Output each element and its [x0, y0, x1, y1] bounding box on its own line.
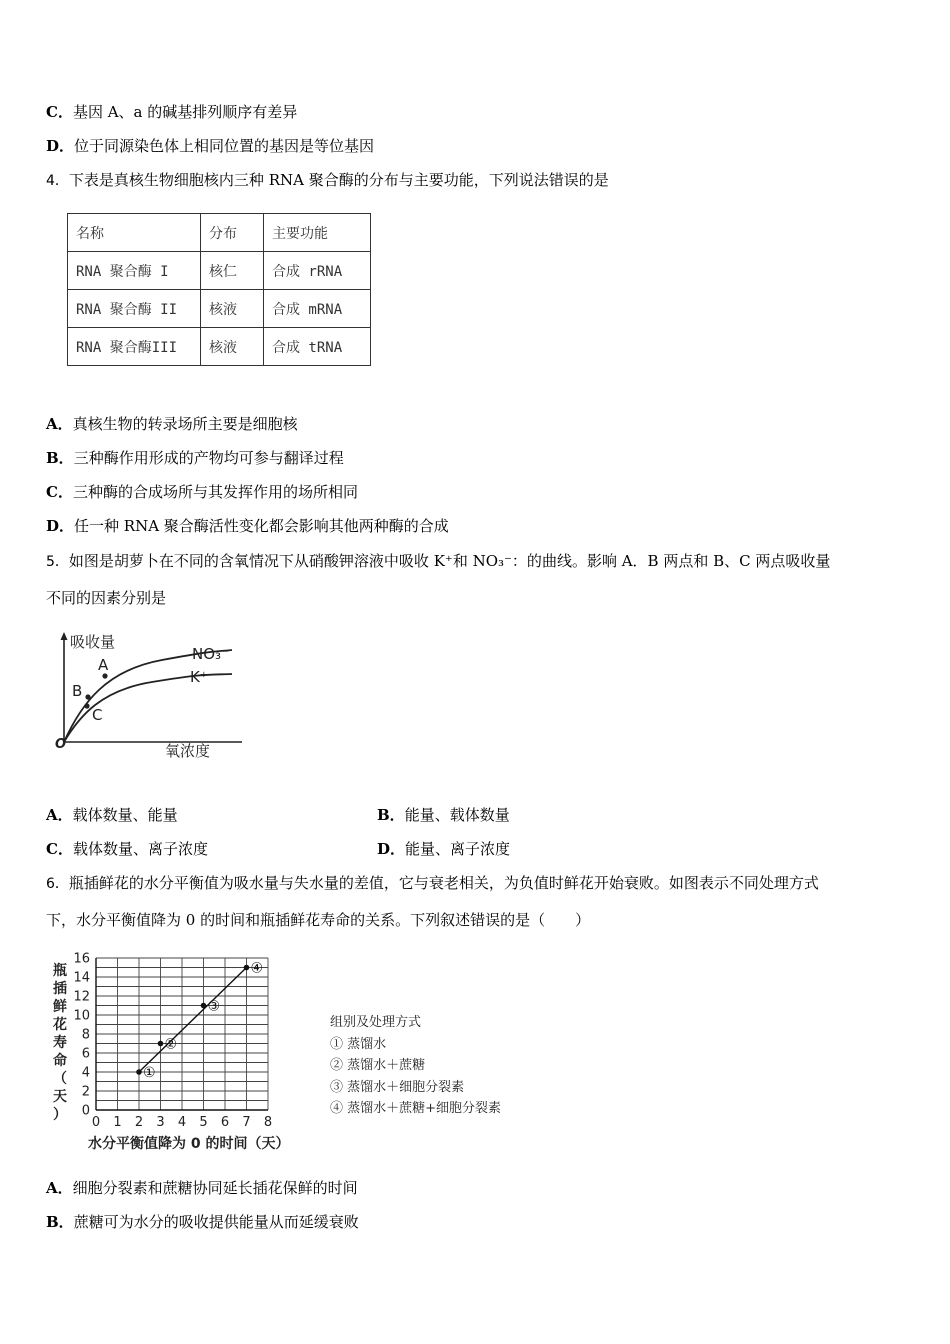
option-text: 任一种 RNA 聚合酶活性变化都会影响其他两种酶的合成	[74, 517, 449, 535]
y-axis-label-char: 命	[53, 1053, 67, 1069]
chart-trendline	[139, 968, 247, 1073]
origin-label: O	[55, 737, 67, 752]
trend-line	[139, 968, 247, 1073]
option-label: C．	[46, 840, 73, 858]
curve-k-label: K⁺	[190, 668, 208, 686]
q6-option-b	[46, 1212, 359, 1232]
option-text: 三种酶的合成场所与其发挥作用的场所相同	[72, 483, 358, 501]
y-axis-label-char: 鲜	[53, 999, 67, 1015]
q6-legend	[330, 1012, 501, 1120]
q3-option-d	[46, 136, 374, 156]
table-cell: 核仁	[201, 252, 264, 290]
y-tick-label: 14	[73, 970, 90, 986]
q5-number: 5．	[46, 554, 69, 570]
legend-item: ③ 蒸馏水＋细胞分裂素	[330, 1079, 465, 1095]
chart-grid	[96, 958, 268, 1110]
option-text: 能量、离子浓度	[405, 840, 511, 858]
table-cell: RNA 聚合酶III	[68, 328, 201, 366]
y-axis-label	[52, 962, 67, 1123]
point-a	[102, 673, 107, 678]
table-cell: RNA 聚合酶 I	[68, 252, 201, 290]
q6-stem-line1	[46, 873, 819, 894]
table-row	[68, 328, 371, 366]
x-tick-label: 3	[156, 1115, 165, 1130]
curve-no3-label: NO₃⁻	[192, 645, 229, 663]
q5-option-d	[377, 839, 510, 859]
option-text: 三种酶作用形成的产物均可参与翻译过程	[73, 449, 344, 467]
q3-option-c	[46, 102, 297, 122]
table-cell: 核液	[201, 328, 264, 366]
y-tick-label: 12	[73, 989, 90, 1005]
y-tick-label: 6	[81, 1046, 90, 1062]
option-text: 蔗糖可为水分的吸收提供能量从而延缓衰败	[73, 1213, 359, 1231]
x-axis-label: 水分平衡值降为 0 的时间（天）	[88, 1136, 290, 1152]
y-tick-label: 16	[73, 951, 90, 967]
table-cell: RNA 聚合酶 II	[68, 290, 201, 328]
x-tick-label: 4	[177, 1115, 187, 1130]
q4-table	[67, 213, 371, 366]
table-row	[68, 290, 371, 328]
q6-option-a	[46, 1178, 358, 1198]
q5-stem-line2	[46, 588, 166, 608]
y-tick-label: 2	[81, 1084, 90, 1100]
q4-option-b	[46, 448, 344, 468]
option-label: A．	[46, 806, 73, 824]
option-text: 细胞分裂素和蔗糖协同延长插花保鲜的时间	[72, 1179, 358, 1197]
point-b	[85, 694, 90, 699]
table-header-cell: 主要功能	[264, 214, 371, 252]
x-axis-label: 氧浓度	[165, 742, 211, 760]
q6-number: 6．	[46, 876, 69, 892]
table-header-row	[68, 214, 371, 252]
y-tick-label: 8	[81, 1027, 90, 1043]
option-label: B．	[46, 1213, 74, 1231]
y-axis-label-char: ）	[53, 1107, 67, 1123]
point-b-label: B	[72, 682, 83, 700]
q6-lifespan-chart	[46, 945, 336, 1155]
q5-option-b	[377, 805, 510, 825]
table-cell: 核液	[201, 290, 264, 328]
option-label: D．	[46, 517, 75, 535]
y-axis-arrow	[61, 632, 68, 640]
option-label: A．	[46, 1179, 73, 1197]
table-row	[68, 252, 371, 290]
q3-option-d-label: D．	[46, 137, 75, 155]
legend-item: ④ 蒸馏水＋蔗糖+细胞分裂素	[330, 1101, 502, 1116]
x-tick-label: 7	[242, 1115, 251, 1130]
q5-stem-line1	[46, 551, 830, 572]
point-a-label: A	[98, 656, 109, 674]
table-header-cell: 名称	[68, 214, 201, 252]
table-header-cell: 分布	[201, 214, 264, 252]
table-cell: 合成 mRNA	[264, 290, 371, 328]
data-point-label: ③	[207, 998, 221, 1015]
option-text: 载体数量、能量	[72, 806, 178, 824]
q3-option-c-label: C．	[46, 103, 73, 121]
x-tick-label: 8	[263, 1115, 273, 1130]
q4-number: 4．	[46, 173, 69, 189]
q3-option-d-text: 位于同源染色体上相同位置的基因是等位基因	[74, 137, 375, 155]
legend-item: ② 蒸馏水＋蔗糖	[330, 1058, 426, 1073]
y-axis-label: 吸收量	[70, 633, 116, 651]
y-axis-label-char: 插	[53, 981, 67, 997]
option-label: B．	[46, 449, 74, 467]
x-tick-label: 0	[91, 1115, 101, 1130]
option-label: D．	[377, 840, 406, 858]
y-axis-label-char: 花	[53, 1017, 67, 1033]
q4-stem	[46, 170, 609, 191]
data-point	[244, 965, 250, 971]
option-label: C．	[46, 483, 73, 501]
data-point-label: ②	[164, 1036, 178, 1053]
data-point-label: ①	[143, 1065, 156, 1081]
q6-stem-text-1: 瓶插鲜花的水分平衡值为吸水量与失水量的差值，它与衰老相关，为负值时鲜花开始衰败。如图表示不同处理方式	[68, 874, 819, 892]
point-c	[84, 703, 89, 708]
table-cell: 合成 rRNA	[264, 252, 371, 290]
y-axis-label-char: （	[53, 1071, 67, 1087]
y-axis-label-char: 瓶	[53, 963, 67, 979]
q3-option-c-text: 基因 A、a 的碱基排列顺序有差异	[72, 103, 298, 121]
y-tick-label: 4	[81, 1065, 90, 1081]
option-text: 载体数量、离子浓度	[72, 840, 208, 858]
option-label: A．	[46, 415, 73, 433]
x-tick-label: 6	[220, 1115, 230, 1130]
x-tick-label: 2	[134, 1115, 144, 1130]
q5-option-a	[46, 805, 178, 825]
y-axis-label-char: 寿	[53, 1035, 67, 1051]
y-tick-label: 10	[73, 1008, 90, 1024]
q6-stem-text-2: 下，水分平衡值降为 0 的时间和瓶插鲜花寿命的关系。下列叙述错误的是（ ）	[46, 911, 591, 929]
x-tick-label: 1	[113, 1115, 122, 1130]
q4-option-a	[46, 414, 298, 434]
q4-option-d	[46, 516, 449, 536]
y-tick-label: 0	[81, 1103, 90, 1119]
legend-title: 组别及处理方式	[330, 1015, 422, 1030]
data-point	[201, 1003, 207, 1009]
legend-item: ① 蒸馏水	[330, 1036, 387, 1052]
option-label: B．	[377, 806, 405, 824]
q6-stem-line2	[46, 910, 590, 930]
data-point	[158, 1041, 164, 1047]
q4-option-c	[46, 482, 358, 502]
q5-option-c	[46, 839, 208, 859]
point-c-label: C	[92, 706, 103, 724]
option-text: 能量、载体数量	[404, 806, 510, 824]
table-cell: 合成 tRNA	[264, 328, 371, 366]
option-text: 真核生物的转录场所主要是细胞核	[72, 415, 298, 433]
data-point	[136, 1069, 142, 1075]
data-point-label: ④	[250, 960, 264, 977]
q5-stem-text-1: 如图是胡萝卜在不同的含氧情况下从硝酸钾溶液中吸收 K⁺和 NO₃⁻：的曲线。影响 A．B 两点和 B、C 两点吸收量	[68, 552, 831, 570]
x-tick-label: 5	[199, 1115, 208, 1130]
y-axis-label-char: 天	[53, 1089, 67, 1105]
q4-stem-text: 下表是真核生物细胞核内三种 RNA 聚合酶的分布与主要功能，下列说法错误的是	[68, 171, 609, 189]
q5-absorption-figure	[52, 630, 252, 765]
q5-stem-text-2: 不同的因素分别是	[46, 589, 167, 607]
